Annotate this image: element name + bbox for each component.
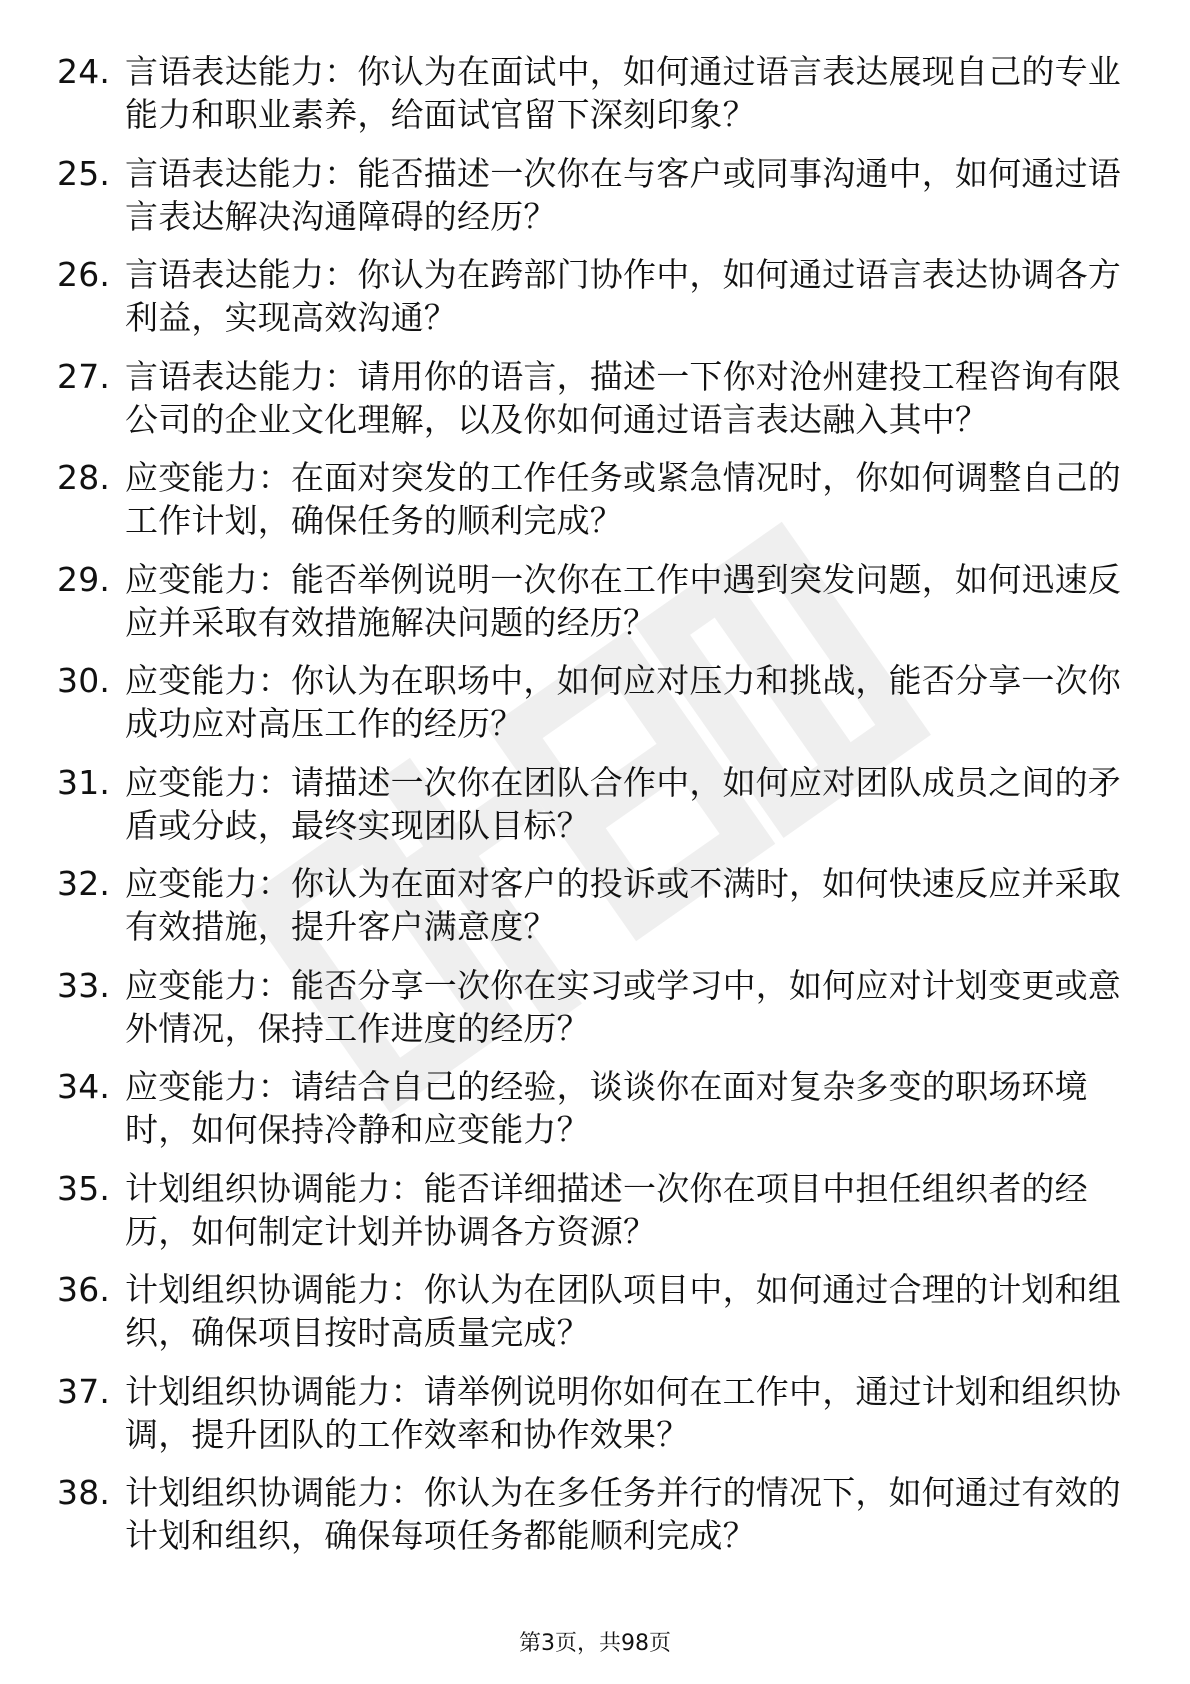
question-text: 应变能力：你认为在面对客户的投诉或不满时，如何快速反应并采取有效措施，提升客户满意度？ xyxy=(125,864,1121,946)
question-item xyxy=(57,1268,1137,1370)
question-text: 应变能力：请结合自己的经验，谈谈你在面对复杂多变的职场环境时，如何保持冷静和应变能力？ xyxy=(125,1067,1088,1149)
question-item xyxy=(57,355,1137,457)
question-item xyxy=(57,456,1137,558)
question-number: 37. xyxy=(57,1371,111,1411)
question-item xyxy=(57,1471,1137,1573)
question-item xyxy=(57,558,1137,660)
question-item xyxy=(57,659,1137,761)
question-number: 33. xyxy=(57,965,111,1005)
question-number: 38. xyxy=(57,1473,111,1512)
question-number: 32. xyxy=(57,864,111,903)
question-item xyxy=(57,253,1137,355)
question-number: 31. xyxy=(57,762,111,802)
question-text: 应变能力：能否分享一次你在实习或学习中，如何应对计划变更或意外情况，保持工作进度的经历？ xyxy=(125,965,1121,1048)
question-item xyxy=(57,1065,1137,1167)
question-number: 26. xyxy=(57,255,111,294)
question-text: 计划组织协调能力：你认为在多任务并行的情况下，如何通过有效的计划和组织，确保每项任务都能顺利完成？ xyxy=(125,1473,1121,1555)
question-item xyxy=(57,152,1137,254)
question-number: 27. xyxy=(57,356,111,396)
question-text: 应变能力：你认为在职场中，如何应对压力和挑战，能否分享一次你成功应对高压工作的经历？ xyxy=(125,661,1121,743)
question-number: 34. xyxy=(57,1067,111,1106)
question-item xyxy=(57,862,1137,964)
question-item xyxy=(57,1167,1137,1269)
question-text: 应变能力：在面对突发的工作任务或紧急情况时，你如何调整自己的工作计划，确保任务的顺利完成？ xyxy=(125,458,1121,540)
question-text: 计划组织协调能力：能否详细描述一次你在项目中担任组织者的经历，如何制定计划并协调各方资源？ xyxy=(125,1168,1088,1251)
question-text: 言语表达能力：你认为在面试中，如何通过语言表达展现自己的专业能力和职业素养，给面试官留下深刻印象？ xyxy=(125,52,1121,134)
question-text: 言语表达能力：你认为在跨部门协作中，如何通过语言表达协调各方利益，实现高效沟通？ xyxy=(125,255,1121,337)
question-item xyxy=(57,1370,1137,1472)
question-number: 30. xyxy=(57,661,111,700)
question-text: 计划组织协调能力：你认为在团队项目中，如何通过合理的计划和组织，确保项目按时高质量完成？ xyxy=(125,1270,1121,1352)
question-number: 36. xyxy=(57,1270,111,1309)
question-number: 29. xyxy=(57,559,111,599)
question-text: 言语表达能力：能否描述一次你在与客户或同事沟通中，如何通过语言表达解决沟通障碍的经历？ xyxy=(125,153,1121,236)
question-text: 应变能力：请描述一次你在团队合作中，如何应对团队成员之间的矛盾或分歧，最终实现团队目标？ xyxy=(125,762,1121,845)
question-number: 35. xyxy=(57,1168,111,1208)
question-number: 24. xyxy=(57,52,111,91)
question-item xyxy=(57,964,1137,1066)
question-item xyxy=(57,761,1137,863)
question-text: 计划组织协调能力：请举例说明你如何在工作中，通过计划和组织协调，提升团队的工作效率和协作效果？ xyxy=(125,1371,1121,1454)
question-text: 言语表达能力：请用你的语言，描述一下你对沧州建投工程咨询有限公司的企业文化理解，以及你如何通过语言表达融入其中？ xyxy=(125,356,1121,439)
question-text: 应变能力：能否举例说明一次你在工作中遇到突发问题，如何迅速反应并采取有效措施解决问题的经历？ xyxy=(125,559,1121,642)
question-list xyxy=(57,50,1137,1573)
question-number: 25. xyxy=(57,153,111,193)
question-number: 28. xyxy=(57,458,111,497)
page-footer: 第3页，共98页 xyxy=(519,1631,671,1656)
question-item xyxy=(57,50,1137,152)
